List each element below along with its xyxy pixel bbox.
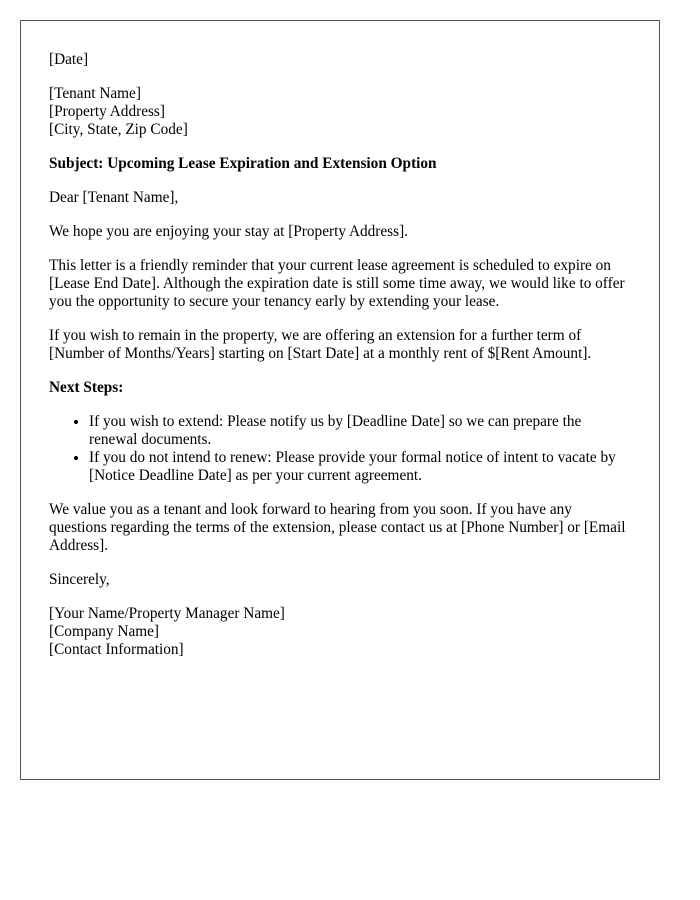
- letter-page: [20, 20, 660, 780]
- recipient-name: [Tenant Name]: [49, 85, 141, 102]
- body-paragraph-3: If you wish to remain in the property, we are offering an extension for a further term of [Number of Months/Years] starting on [Start Date] at a monthly rent of $[Rent Amount].: [49, 327, 592, 362]
- letter-date: [Date]: [49, 51, 89, 68]
- letter-subject: Subject: Upcoming Lease Expiration and Extension Option: [49, 155, 437, 172]
- signature-company: [Company Name]: [49, 623, 160, 640]
- next-step-item-vacate: • If you do not intend to renew: Please provide your formal notice of intent to vacate by [Notice Deadline Date] as per your current agreement.: [89, 449, 631, 485]
- sign-off: Sincerely,: [49, 571, 110, 588]
- signature-contact: [Contact Information]: [49, 641, 184, 658]
- next-steps-heading: Next Steps:: [49, 379, 124, 396]
- next-step-item-extend: • If you wish to extend: Please notify us by [Deadline Date] so we can prepare the renewal documents.: [89, 413, 631, 449]
- signature-block: [49, 605, 631, 659]
- letter-salutation: Dear [Tenant Name],: [49, 189, 179, 206]
- recipient-city-state-zip: [City, State, Zip Code]: [49, 121, 188, 138]
- recipient-address: [Property Address]: [49, 103, 165, 120]
- closing-paragraph: We value you as a tenant and look forward to hearing from you soon. If you have any questions regarding the terms of the extension, please contact us at [Phone Number] or [Email Address].: [49, 501, 626, 554]
- next-steps-list: [49, 413, 631, 485]
- body-paragraph-2: This letter is a friendly reminder that your current lease agreement is scheduled to expire on [Lease End Date]. Although the expiration date is still some time away, we would like to offer you the opportunity to secure your tenancy early by extending your lease.: [49, 257, 625, 310]
- signature-name: [Your Name/Property Manager Name]: [49, 605, 285, 622]
- recipient-block: [49, 85, 631, 139]
- body-paragraph-1: We hope you are enjoying your stay at [Property Address].: [49, 223, 409, 240]
